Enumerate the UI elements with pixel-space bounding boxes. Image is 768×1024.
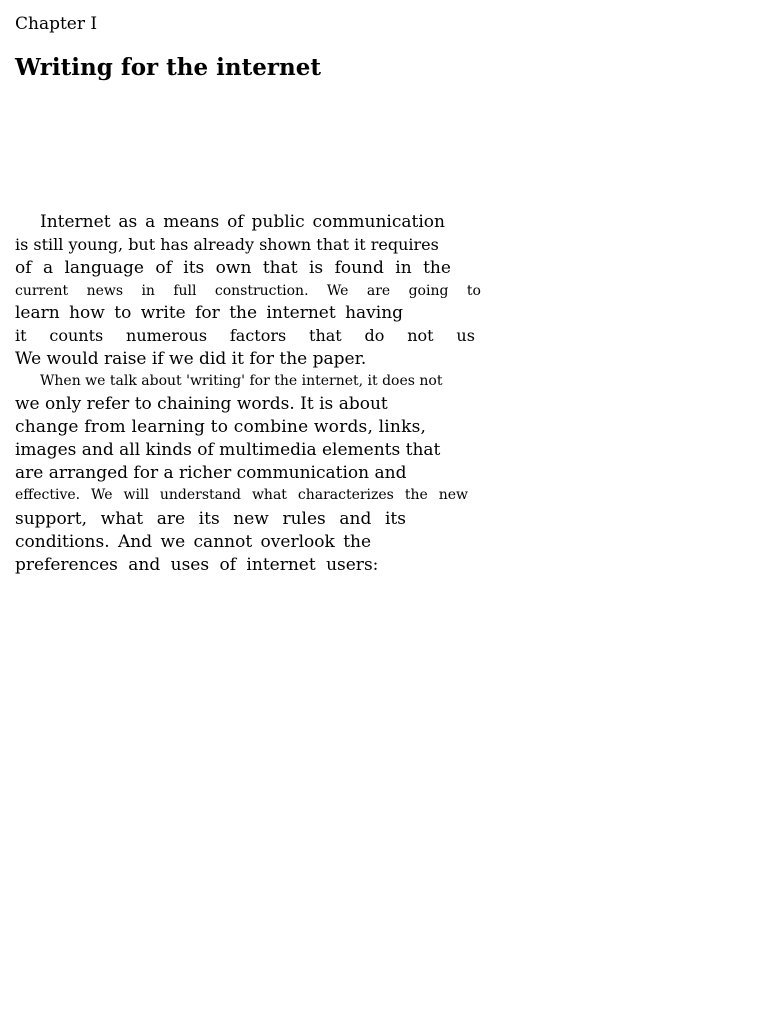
body-word: means bbox=[163, 212, 220, 232]
body-word: found bbox=[334, 258, 384, 278]
body-word: effective. bbox=[15, 487, 81, 503]
body-word: factors bbox=[229, 326, 287, 345]
body-word: will bbox=[123, 487, 149, 503]
body-word: a bbox=[42, 258, 54, 278]
chapter-label: Chapter I bbox=[15, 14, 98, 34]
body-word: communication bbox=[312, 212, 445, 232]
body-word: current bbox=[15, 283, 69, 299]
body-word: construction. bbox=[214, 283, 309, 299]
body-word: and bbox=[339, 509, 372, 529]
body-word: numerous bbox=[126, 326, 208, 345]
body-line: We would raise if we did it for the paper. bbox=[15, 349, 367, 369]
body-line: change from learning to combine words, links, bbox=[15, 417, 427, 437]
body-word: its bbox=[183, 258, 205, 278]
body-word: are bbox=[366, 283, 391, 299]
body-line bbox=[15, 328, 475, 344]
body-word: it bbox=[15, 326, 27, 345]
body-word: its bbox=[384, 509, 406, 529]
body-word: not bbox=[407, 326, 434, 345]
body-line bbox=[15, 260, 451, 277]
body-word: language bbox=[64, 258, 144, 278]
body-word: understand bbox=[159, 487, 241, 503]
body-word: a bbox=[145, 212, 156, 232]
body-word: its bbox=[198, 509, 220, 529]
body-line: images and all kinds of multimedia elements that bbox=[15, 440, 441, 460]
body-word: as bbox=[118, 212, 138, 232]
body-word: new bbox=[233, 509, 269, 529]
body-word: that bbox=[309, 326, 342, 345]
body-word: news bbox=[86, 283, 124, 299]
body-word: is bbox=[308, 258, 324, 278]
body-line: conditions. And we cannot overlook the bbox=[15, 532, 372, 552]
body-line: is still young, but has already shown that it requires bbox=[15, 235, 439, 254]
body-word: public bbox=[251, 212, 305, 232]
body-word: what bbox=[251, 487, 287, 503]
body-line bbox=[15, 511, 406, 528]
body-line bbox=[15, 488, 468, 502]
body-word: counts bbox=[49, 326, 104, 345]
body-word: do bbox=[364, 326, 385, 345]
body-word: characterizes bbox=[297, 487, 394, 503]
body-word: going bbox=[408, 283, 449, 299]
body-word: Internet bbox=[40, 212, 111, 232]
body-line: we only refer to chaining words. It is about bbox=[15, 394, 388, 414]
body-line: are arranged for a richer communication and bbox=[15, 463, 407, 483]
body-word: us bbox=[456, 326, 475, 345]
body-word: are bbox=[156, 509, 186, 529]
body-word: the bbox=[423, 258, 451, 278]
body-word: own bbox=[215, 258, 252, 278]
body-word: of bbox=[227, 212, 244, 232]
body-word: We bbox=[326, 283, 349, 299]
body-line bbox=[40, 214, 445, 231]
chapter-title: Writing for the internet bbox=[15, 54, 321, 81]
body-word: in bbox=[395, 258, 412, 278]
body-word: of bbox=[15, 258, 32, 278]
body-word: support, bbox=[15, 509, 88, 529]
body-word: what bbox=[100, 509, 144, 529]
body-line: preferences and uses of internet users: bbox=[15, 555, 379, 575]
body-line: learn how to write for the internet having bbox=[15, 303, 404, 323]
body-word: rules bbox=[282, 509, 326, 529]
body-word: in bbox=[141, 283, 155, 299]
body-word: new bbox=[438, 487, 468, 503]
body-word: full bbox=[173, 283, 197, 299]
body-word: that bbox=[262, 258, 298, 278]
body-line bbox=[15, 284, 481, 298]
body-word: the bbox=[404, 487, 428, 503]
body-word: of bbox=[155, 258, 172, 278]
body-line: When we talk about 'writing' for the internet, it does not bbox=[40, 373, 443, 389]
body-word: We bbox=[91, 487, 113, 503]
body-word: to bbox=[466, 283, 481, 299]
